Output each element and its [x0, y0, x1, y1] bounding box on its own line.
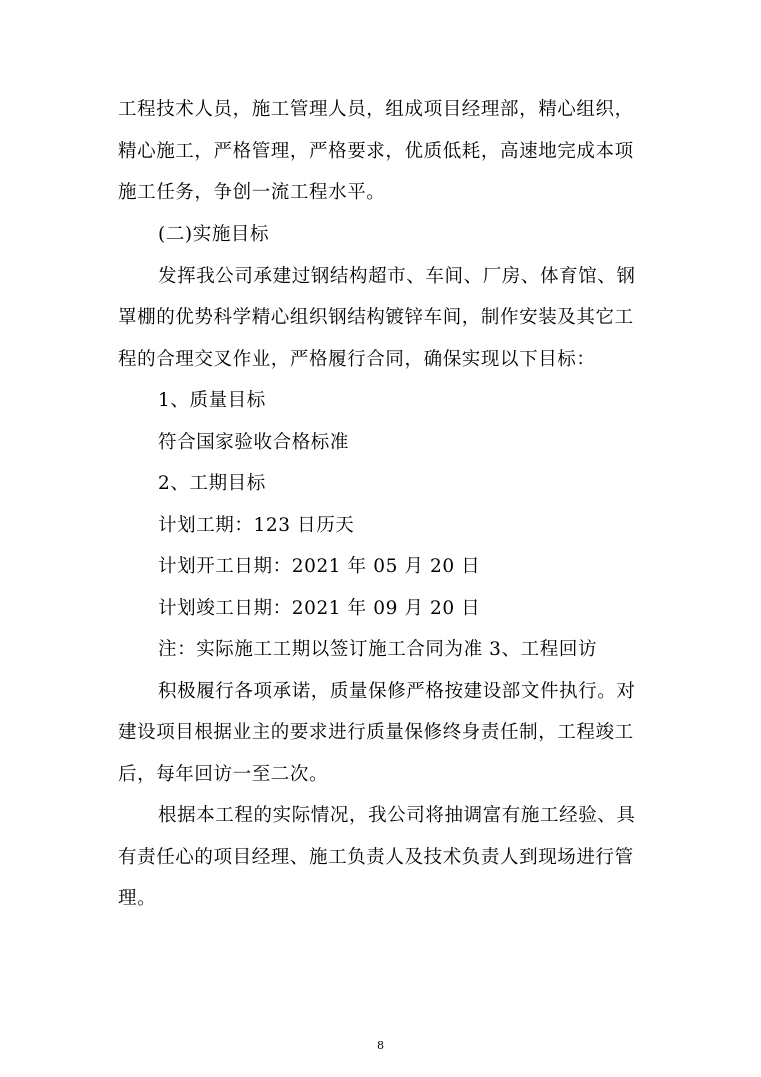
body-line-20: 理。	[118, 888, 157, 909]
body-line-1: 工程技术人员，施工管理人员，组成项目经理部，精心组织，	[118, 99, 634, 120]
planned-completion-date: 计划竣工日期：2021 年 09 月 20 日	[158, 598, 481, 619]
body-line-19: 有责任心的项目经理、施工负责人及技术负责人到现场进行管	[118, 847, 634, 868]
subheading-schedule-goal: 2、工期目标	[158, 473, 266, 494]
body-line-16: 建设项目根据业主的要求进行质量保修终身责任制，工程竣工	[118, 722, 634, 743]
section-heading-implementation-goals: (二)实施目标	[158, 224, 270, 245]
subheading-quality-goal: 1、质量目标	[158, 390, 266, 411]
note-line: 注：实际施工工期以签订施工合同为准 3、工程回访	[158, 639, 598, 660]
body-line-6: 罩棚的优势科学精心组织钢结构镀锌车间，制作安装及其它工	[118, 307, 634, 328]
body-line-18: 根据本工程的实际情况，我公司将抽调富有施工经验、具	[158, 805, 636, 826]
body-line-17: 后，每年回访一至二次。	[118, 764, 329, 785]
planned-start-date: 计划开工日期：2021 年 05 月 20 日	[158, 556, 481, 577]
planned-duration: 计划工期：123 日历天	[158, 515, 355, 536]
body-line-2: 精心施工，严格管理，严格要求，优质低耗，高速地完成本项	[118, 141, 634, 162]
page-number: 8	[377, 1039, 384, 1052]
body-line-7: 程的合理交叉作业，严格履行合同，确保实现以下目标：	[118, 349, 596, 370]
body-line-3: 施工任务，争创一流工程水平。	[118, 182, 386, 203]
quality-goal-text: 符合国家验收合格标准	[158, 432, 350, 453]
body-line-15: 积极履行各项承诺，质量保修严格按建设部文件执行。对	[158, 681, 636, 702]
body-line-5: 发挥我公司承建过钢结构超市、车间、厂房、体育馆、钢	[158, 266, 636, 287]
